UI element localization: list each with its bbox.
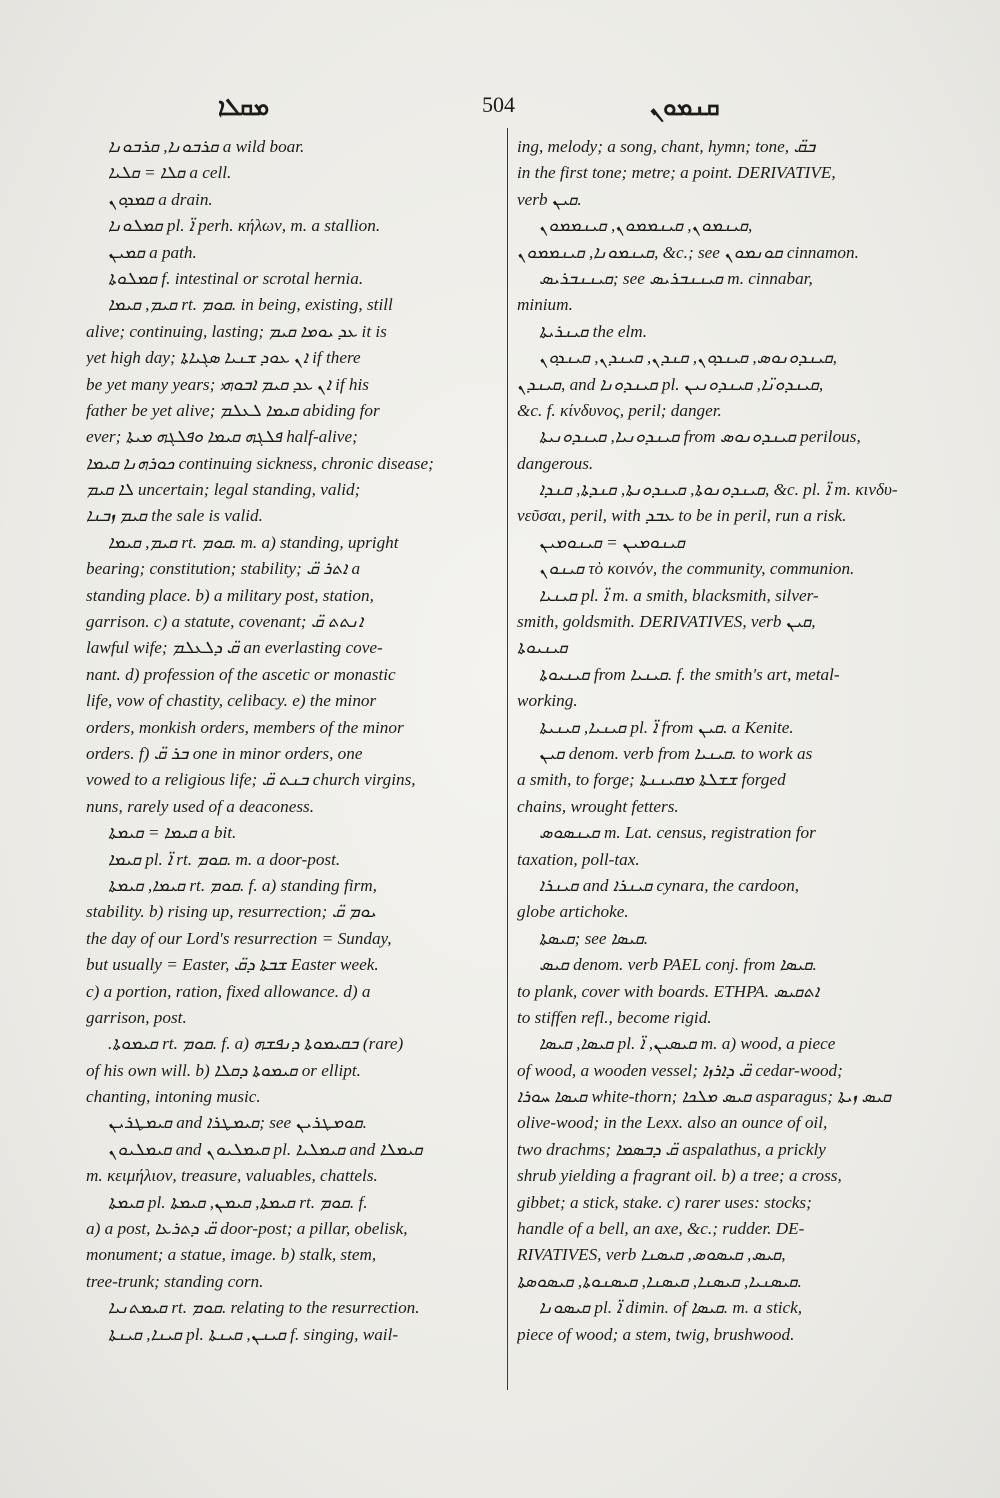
text-line: ܩܠܐ = ܩܠܝܐ a cell. bbox=[108, 163, 232, 183]
text-line: to plank, cover with boards. ETHPA. ܐܬܩܝܣ bbox=[517, 981, 820, 1001]
text-line: of his own will. b) ܩܝܡܘܬܐ ܕܩܠܐ or ellipt. bbox=[86, 1060, 361, 1080]
text-line: garrison, post. bbox=[86, 1007, 187, 1027]
text-line: ܩܝܡܐ pl. ܐ̈ rt. ܩܘܡ. m. a door-post. bbox=[108, 849, 341, 869]
text-line: ܟܘܪܗܢܐ ܩܝܡܐ continuing sickness, chronic disease; bbox=[86, 453, 434, 473]
text-line: ܩܝܡܬܐ pl. ܩܝܡܬܐ, ܩܝܡܢ, ܩܝܡܬܐ rt. ܩܘܡ. f. bbox=[108, 1192, 368, 1212]
text-line: ing, melody; a song, chant, hymn; tone, ܒܩ̈ bbox=[517, 137, 816, 156]
text-line: ܩܝܢܢܒܪܝܣ; see ܩܝܢܢܒܪܝܣ m. cinnabar, bbox=[539, 268, 813, 288]
text-line: ܩܝܡ, ܩܝܡܐ rt. ܩܘܡ. m. a) standing, upright bbox=[108, 532, 399, 552]
text-line: dangerous. bbox=[517, 453, 594, 473]
text-line: a smith, to forge; ܫܫܠܬܐ ܡܩܝܢܢܬܐ forged bbox=[517, 770, 786, 790]
text-line: globe artichoke. bbox=[517, 902, 629, 922]
text-line: ܩܡܠܘܢܐ pl. ܐ̈ perh. κήλων, m. a stallion. bbox=[108, 216, 381, 236]
text-line: ܩܝܢܪܐ and ܩܝܢܪܐ cynara, the cardoon, bbox=[539, 875, 800, 895]
text-line: ܩܝܢܐ, ܩܝܢܬܐ pl. ܩܝܢܢ, ܩܝܢܬܐ f. singing, wail- bbox=[108, 1324, 399, 1344]
text-line: working. bbox=[517, 691, 578, 711]
text-line: ܩܡܕܘܢ a drain. bbox=[108, 189, 213, 209]
text-line: ܩܡܠܘܬܐ f. intestinal or scrotal hernia. bbox=[108, 268, 364, 288]
text-line: handle of a bell, an axe, &c.; rudder. DE- bbox=[517, 1219, 805, 1239]
text-line: ܩܝܢ denom. verb from ܩܝܢܝܐ. to work as bbox=[539, 743, 813, 763]
text-line: taxation, poll-tax. bbox=[517, 849, 640, 869]
text-line: ܩܝܣܢܝܐ, ܩܝܣܢܐ, ܩܝܣܢܐ, ܩܝܣܢܘܬܐ, ܩܝܣܘܣܬܐ. bbox=[517, 1271, 802, 1291]
text-line: ܩܝܡܛܪܝܢ and ܩܝܡܛܪܐ; see ܩܘܡܛܪܝܢ. bbox=[108, 1113, 367, 1133]
text-line: yet high day; ܐܢ ܥܘܕ ܫܢܝܐ ܣܓܝܐܬܐ if there bbox=[86, 348, 361, 368]
text-line: ܩܝܢܝܘܬܐ from ܩܝܢܝܐ. f. the smith's art, metal- bbox=[539, 664, 840, 684]
text-line: ܩܝܢܣܘܣ m. Lat. census, registration for bbox=[539, 823, 816, 843]
page-header bbox=[0, 88, 1000, 124]
text-line: vowed to a religious life; ܒܢܬ ܩ̈ church virgins, bbox=[86, 770, 416, 790]
text-line: ܩܝܢܕܢ, and ܩܝܢܕܘܢܐ pl. ܩܝܢܕܘܢ̈ܐ, ܩܝܢܕܘܢܝܢ, bbox=[517, 374, 824, 394]
text-line: ܩܝܣ denom. verb PAEL conj. from ܩܝܣܐ. bbox=[539, 955, 817, 975]
text-line: ܩܝܡܐ, ܩܝܡܬܐ rt. ܩܘܡ. f. a) standing firm, bbox=[108, 875, 377, 895]
text-line: to stiffen refl., become rigid. bbox=[517, 1007, 712, 1027]
text-line: c) a portion, ration, fixed allowance. d) a bbox=[86, 981, 371, 1001]
text-line: verb ܩܝܢ. bbox=[517, 189, 582, 209]
text-line: m. κειμήλιον, treasure, valuables, chattels. bbox=[86, 1166, 378, 1186]
text-line: ܠܐ ܩܝܡ uncertain; legal standing, valid; bbox=[86, 480, 361, 500]
text-line: monument; a statue, image. b) stalk, stem, bbox=[86, 1245, 377, 1265]
text-line: gibbet; a stick, stake. c) rarer uses: stocks; bbox=[517, 1192, 812, 1212]
text-line: garrison. c) a statute, covenant; ܐܢܬܬ ܩ̈ bbox=[86, 612, 364, 632]
text-line: minium. bbox=[517, 295, 573, 315]
text-line: ܩܝܣܐ, ܩܝܣܐ pl. ܩܝܣܝܢ, ܐ̈ m. a) wood, a piece bbox=[539, 1034, 836, 1054]
header-right-word: ܩܢܡܘܢ bbox=[650, 92, 720, 121]
text-line: ܩܝܢܡܘܢܐ, ܩܝܢܡܡܘܢ, &c.; see ܩܘܢܡܘܢ cinnamon. bbox=[517, 242, 859, 262]
text-line: ܩܝܣܘܢܐ pl. ܐ̈ dimin. of ܩܝܣܐ. m. a stick, bbox=[539, 1298, 803, 1318]
text-line: a) a post, ܩ̈ ܕܬܪܥܐ door-post; a pillar, obelisk, bbox=[86, 1219, 408, 1239]
text-line: ܩܝܡܠܝܘܢ and ܩܝܡܠܝܘܢ pl. ܩܝܡܠܝܐ and ܩܝܡܠܐ bbox=[108, 1139, 423, 1159]
text-line: ever; ܦܠܓܗ ܩܝܡܐ ܘܦܠܓܗ ܡܝܬܐ half-alive; bbox=[86, 427, 358, 447]
text-line: ܩܝܡܬܢܝܐ rt. ܩܘܡ. relating to the resurrection. bbox=[108, 1298, 420, 1318]
text-line: &c. f. κίνδυνος, peril; danger. bbox=[517, 400, 722, 420]
text-line: of wood, a wooden vessel; ܩ̈ ܕܐܪܙܐ cedar-wood; bbox=[517, 1060, 843, 1080]
text-line: tree-trunk; standing corn. bbox=[86, 1271, 264, 1291]
text-line: νεῦσαι, peril, with ܥܒܕ to be in peril, run a risk. bbox=[517, 506, 847, 526]
text-line: life, vow of chastity, celibacy. e) the minor bbox=[86, 691, 377, 711]
text-line: alive; continuing, lasting; ܥܕ ܝܘܡܐ ܩܝܡ it is bbox=[86, 321, 387, 341]
text-line: standing place. b) a military post, station, bbox=[86, 585, 374, 605]
text-line: .ܩܝܡܘܬܐ rt. ܩܘܡ. f. a) ܒܩܝܡܘܬܐ ܕܢܦܫܗ (rare) bbox=[108, 1034, 404, 1054]
text-line: nant. d) profession of the ascetic or monastic bbox=[86, 664, 396, 684]
text-line: olive-wood; in the Lexx. also an ounce of oil, bbox=[517, 1113, 828, 1133]
text-line: stability. b) rising up, resurrection; ܝܘܡ ܩ̈ bbox=[86, 902, 377, 922]
text-line: ܩܝܢܕܘܢܝܐ, ܩܝܢܕܘܢܝܬܐ from ܩܝܢܕܘܢܘܣ perilous, bbox=[539, 427, 861, 447]
header-left-word: ܡܩܠܐ bbox=[218, 92, 270, 121]
text-line: ܩܪܒܘܢܐ, ܩܪܒܘܢܐ a wild boar. bbox=[108, 137, 305, 156]
text-line: bearing; constitution; stability; ܐܬܪ ܩ̈ a bbox=[86, 559, 361, 579]
text-line: piece of wood; a stem, twig, brushwood. bbox=[517, 1324, 795, 1344]
text-line: in the first tone; metre; a point. DERIVATIVE, bbox=[517, 163, 836, 183]
text-line: ܩܝܢܪܝܬܐ the elm. bbox=[539, 321, 648, 341]
text-line: ܩܝܢܡܘܢ, ܩܝܢܡܡܘܢ, ܩܝܢܡܡܘܢ, bbox=[539, 216, 753, 236]
text-line: ܩܝܡ ܙܒܢܐ the sale is valid. bbox=[86, 506, 263, 526]
text-line: ܩܝܡ, ܩܝܡܐ rt. ܩܘܡ. in being, existing, still bbox=[108, 295, 393, 315]
text-line: ܩܝܢܝܐ, ܩܝܢܝܬܐ pl. ܐ̈ from ܩܝܢ. a Kenite. bbox=[539, 717, 794, 737]
text-line: chains, wrought fetters. bbox=[517, 796, 679, 816]
text-line: ܩܝܣܬܐ; see ܩܝܣܐ. bbox=[539, 928, 649, 948]
text-line: the day of our Lord's resurrection = Sunday, bbox=[86, 928, 392, 948]
text-line: ܩܝܢܕܘܢܘܣ, ܩܝܢܕܘܢ, ܩܢܕܢ, ܩܝܢܕܢ, ܩܝܢܕܘܢ, bbox=[539, 348, 837, 368]
text-line: father be yet alive; ܩܝܡܐ ܠܥܠܡ abiding for bbox=[86, 400, 380, 420]
text-line: but usually = Easter, ܫܒܬܐ ܕܩ̈ Easter week. bbox=[86, 955, 379, 975]
left-column bbox=[86, 134, 492, 1348]
text-line: smith, goldsmith. DERIVATIVES, verb ܩܝܢ, bbox=[517, 612, 816, 632]
text-line: ܩܡܝܢ a path. bbox=[108, 242, 197, 262]
text-line: two drachms; ܩ̈ ܕܒܣܡܐ aspalathus, a prickly bbox=[517, 1139, 826, 1159]
text-line: ܩܝܣܐ ܚܘܪܐ white-thorn; ܩܝܣ ܡܠܟܐ asparagus; ܩܝܣ ܙܝܬܐ bbox=[517, 1087, 892, 1107]
text-line: nuns, rarely used of a deaconess. bbox=[86, 796, 315, 816]
text-line: ܩܝܢܕܘܢܘܬܐ, ܩܝܢܕܘܢܬܐ, ܩܢܕܬܐ, ܩܢܕܐ, &c. pl. ܐ̈ m. κινδυ- bbox=[539, 480, 898, 500]
text-line: RIVATIVES, verb ܩܝܣ, ܩܝܣܘܣ, ܩܝܣܢܐ, bbox=[517, 1245, 786, 1265]
text-line: ܩܝܢܝܘܬܐ bbox=[517, 638, 568, 658]
text-line: lawful wife; ܩ̈ ܕܠܥܠܡ an everlasting cove- bbox=[86, 638, 383, 658]
text-line: ܩܝܡܐ = ܩܝܡܬܐ a bit. bbox=[108, 823, 237, 843]
text-line: shrub yielding a fragrant oil. b) a tree; a cross, bbox=[517, 1166, 842, 1186]
text-line: orders, monkish orders, members of the minor bbox=[86, 717, 404, 737]
text-line: ܩܝܢܝܐ pl. ܐ̈ m. a smith, blacksmith, silver- bbox=[539, 585, 819, 605]
page-number: 504 bbox=[482, 92, 515, 117]
text-line: chanting, intoning music. bbox=[86, 1087, 261, 1107]
column-divider bbox=[507, 128, 508, 1390]
text-line: be yet many years; ܐܢ ܥܕ ܩܝܡ ܐܒܘܗܝ if his bbox=[86, 374, 369, 394]
text-line: ܩܝܢܘܡܝܢ = ܩܝܢܘܡܝܢ bbox=[539, 532, 685, 552]
right-column bbox=[517, 134, 933, 1348]
text-line: ܩܝܢܘܢ τὸ κοινόν, the community, communion. bbox=[539, 559, 855, 579]
text-line: orders. f) ܒܪ ܩ̈ one in minor orders, one bbox=[86, 743, 363, 763]
